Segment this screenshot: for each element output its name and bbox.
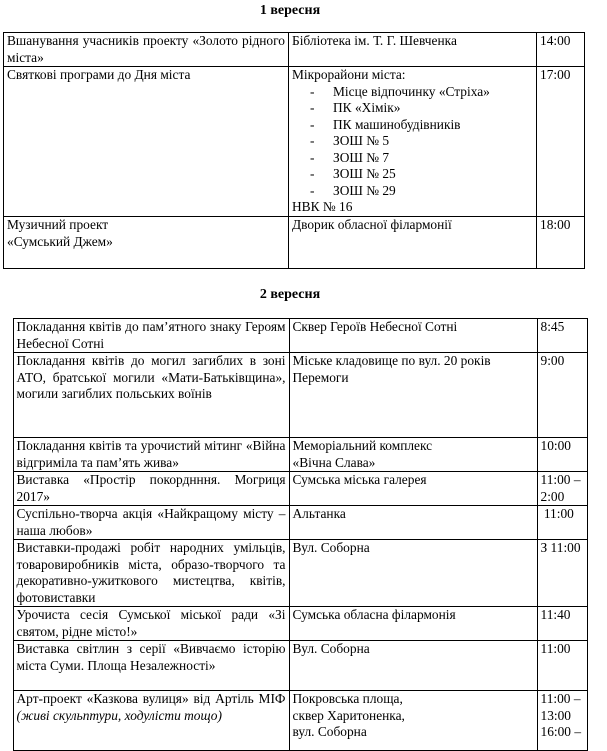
time-cell: 11:00 <box>537 506 587 540</box>
margin-cell <box>3 641 13 691</box>
margin-cell <box>3 540 13 607</box>
time-line: 11:00 – <box>540 691 581 706</box>
event-cell: Виставки-продажі робіт народних умільців, товаровиробників міста, образо-творчого та декоративно-ужиткового мистецтва, квітів, фотовиставки <box>13 540 289 607</box>
day1-schedule-table <box>3 32 585 269</box>
margin-cell <box>3 438 13 472</box>
margin-cell <box>3 506 13 540</box>
list-item: - ЗОШ № 5 <box>310 133 533 150</box>
day2-title: 2 вересня <box>259 287 321 302</box>
place-cell: Бібліотека ім. Т. Г. Шевченка <box>289 33 537 67</box>
table-row <box>4 217 585 269</box>
place-intro: Мікрорайони міста: <box>292 67 406 82</box>
table-row <box>3 472 587 506</box>
time-cell: 11:00 – 2:00 <box>537 472 587 506</box>
place-line: Меморіальний комплекс <box>292 438 433 453</box>
table-row <box>3 641 587 691</box>
event-line: «Сумський Джем» <box>7 233 113 249</box>
table-row <box>4 67 585 217</box>
table-row <box>3 506 587 540</box>
place-line: вул. Соборна <box>292 724 367 739</box>
list-item: - ПК машинобудівників <box>310 117 533 134</box>
time-cell: 17:00 <box>537 67 585 217</box>
place-cell: Сквер Героїв Небесної Сотні <box>289 319 537 353</box>
event-cell: Покладання квітів та урочистий мітинг «Війна відгриміла та пам’ять жива» <box>13 438 289 472</box>
margin-cell <box>3 353 13 438</box>
table-row <box>4 33 585 67</box>
time-cell: 18:00 <box>537 217 585 269</box>
list-item: - ЗОШ № 25 <box>310 166 533 183</box>
place-line: сквер Харитоненка, <box>292 707 405 723</box>
place-cell: Сумська обласна філармонія <box>289 607 537 641</box>
place-cell <box>289 438 537 472</box>
list-item: - Місце відпочинку «Стріха» <box>310 84 533 101</box>
event-cell: Святкові програми до Дня міста <box>4 67 289 217</box>
table-row <box>3 438 587 472</box>
place-cell: Вул. Соборна <box>289 641 537 691</box>
day1-title: 1 вересня <box>259 3 321 18</box>
event-cell: Виставка «Простір покорднння. Могриця 2017» <box>13 472 289 506</box>
table-row <box>3 691 587 751</box>
place-cell: Альтанка <box>289 506 537 540</box>
time-cell: 10:00 <box>537 438 587 472</box>
time-cell: 8:45 <box>537 319 587 353</box>
table-row <box>3 353 587 438</box>
event-cell <box>13 691 289 751</box>
event-cell <box>4 217 289 269</box>
time-cell: З 11:00 <box>537 540 587 607</box>
place-cell: Міське кладовище по вул. 20 років Перемоги <box>289 353 537 438</box>
place-cell: Сумська міська галерея <box>289 472 537 506</box>
place-cell: Вул. Соборна <box>289 540 537 607</box>
event-cell: Суспільно-творча акція «Найкращому місту – наша любов» <box>13 506 289 540</box>
table-row <box>3 319 587 353</box>
event-cell: Покладання квітів до пам’ятного знаку Героям Небесної Сотні <box>13 319 289 353</box>
place-cell <box>289 691 537 751</box>
place-cell <box>289 67 537 217</box>
event-cell: Покладання квітів до могил загиблих в зоні АТО, братської могили «Мати-Батьківщина», могили загиблих польських воїнів <box>13 353 289 438</box>
event-note: (живі скульптури, ходулісти тощо) <box>16 707 222 723</box>
list-item: - ПК «Хімік» <box>310 100 533 117</box>
list-item: - ЗОШ № 7 <box>310 150 533 167</box>
margin-cell <box>3 691 13 751</box>
event-cell: Вшанування учасників проекту «Золото рідного міста» <box>4 33 289 67</box>
place-outro: НВК № 16 <box>292 199 353 214</box>
time-cell: 14:00 <box>537 33 585 67</box>
place-line: Покровська площа, <box>292 691 403 706</box>
event-text: Арт-проект «Казкова вулиця» від Артіль МІФ <box>16 691 286 706</box>
time-line: 13:00 <box>540 707 572 723</box>
place-list <box>292 84 533 200</box>
margin-cell <box>3 319 13 353</box>
place-line: «Вічна Слава» <box>292 454 376 470</box>
table-row <box>3 607 587 641</box>
event-cell: Виставка світлин з серії «Вивчаємо історію міста Суми. Площа Незалежності» <box>13 641 289 691</box>
time-cell: 9:00 <box>537 353 587 438</box>
event-line: Музичний проект <box>7 217 109 232</box>
list-item: - ЗОШ № 29 <box>310 183 533 200</box>
time-cell <box>537 691 587 751</box>
time-line: 16:00 – <box>540 724 582 739</box>
margin-cell <box>3 607 13 641</box>
table-row <box>3 540 587 607</box>
place-cell: Дворик обласної філармонії <box>289 217 537 269</box>
margin-cell <box>3 472 13 506</box>
day2-schedule-table <box>3 318 588 751</box>
time-cell: 11:40 <box>537 607 587 641</box>
event-cell: Урочиста сесія Сумської міської ради «Зі святом, рідне місто!» <box>13 607 289 641</box>
time-cell: 11:00 <box>537 641 587 691</box>
